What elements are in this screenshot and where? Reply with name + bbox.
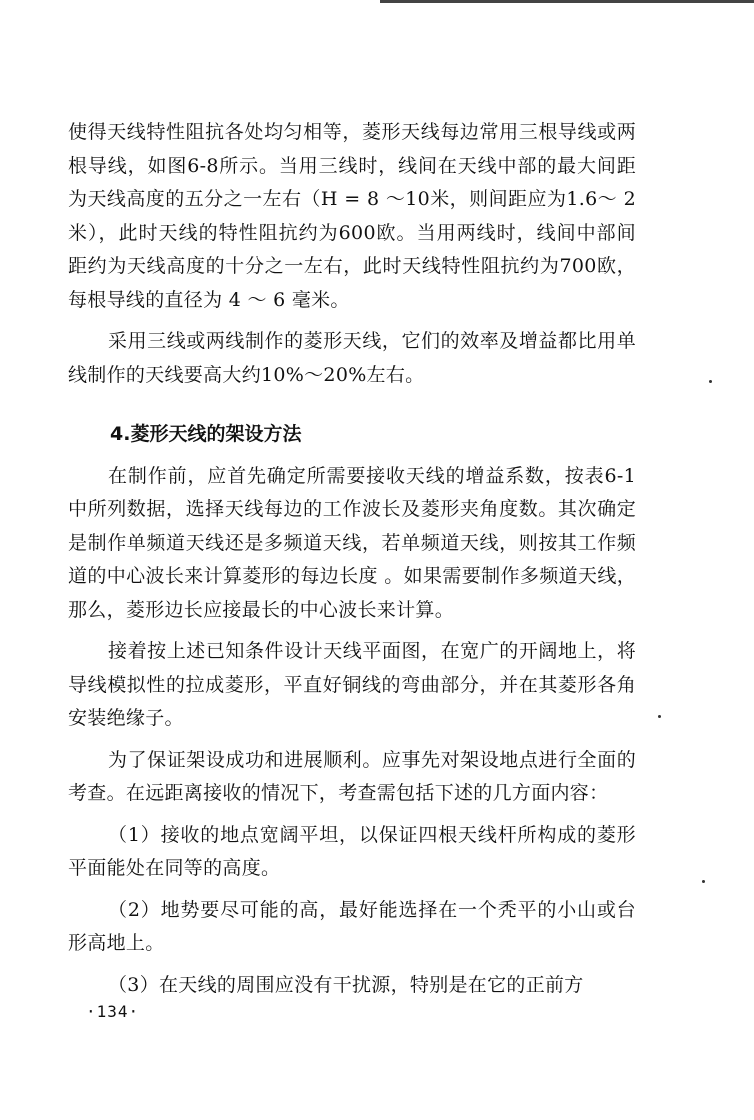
list-item-1: （1）接收的地点宽阔平坦，以保证四根天线杆所构成的菱形平面能处在同等的高度。: [68, 823, 636, 879]
scan-speck: [658, 715, 661, 718]
scan-speck: [709, 380, 712, 383]
paragraph-efficiency: 采用三线或两线制作的菱形天线，它们的效率及增益都比用单线制作的天线要高大约10%～20%左右。: [68, 330, 636, 386]
list-item-2: （2）地势要尽可能的高，最好能选择在一个秃平的小山或台形高地上。: [68, 898, 636, 954]
page-number: ·134·: [86, 1002, 140, 1021]
paragraph-survey: 为了保证架设成功和进展顺利。应事先对架设地点进行全面的考查。在远距离接收的情况下，考查需包括下述的几方面内容：: [68, 748, 636, 804]
paragraph-layout: 接着按上述已知条件设计天线平面图，在宽广的开阔地上，将导线模拟性的拉成菱形，平直好铜线的弯曲部分，并在其菱形各角安装绝缘子。: [68, 640, 636, 729]
top-border-rule: [380, 0, 754, 3]
list-item-3: （3）在天线的周围应没有干扰源，特别是在它的正前方: [108, 973, 584, 996]
page-body: [68, 116, 636, 1002]
scan-speck: [702, 880, 705, 883]
section-title: 4.菱形天线的架设方法: [110, 423, 302, 445]
paragraph-preparation: 在制作前，应首先确定所需要接收天线的增益系数，按表6-1中所列数据，选择天线每边的工作波长及菱形夹角度数。其次确定是制作单频道天线还是多频道天线，若单频道天线，则按其工作频道的中心波长来计算菱形的每边长度 。如果需要制作多频道天线，那么，菱形边长应接最长的中心波长来计算。: [68, 464, 636, 621]
paragraph-impedance: 使得天线特性阻抗各处均匀相等，菱形天线每边常用三根导线或两根导线，如图6-8所示。当用三线时，线间在天线中部的最大间距为天线高度的五分之一左右（H = 8 ～10米，则间距应为1.6～ 2 米），此时天线的特性阻抗约为600欧。当用两线时，线间中部间距约为天线高度的十分之一左右，此时天线特性阻抗约为700欧，每根导线的直径为 4 ～ 6 毫米。: [68, 121, 636, 311]
